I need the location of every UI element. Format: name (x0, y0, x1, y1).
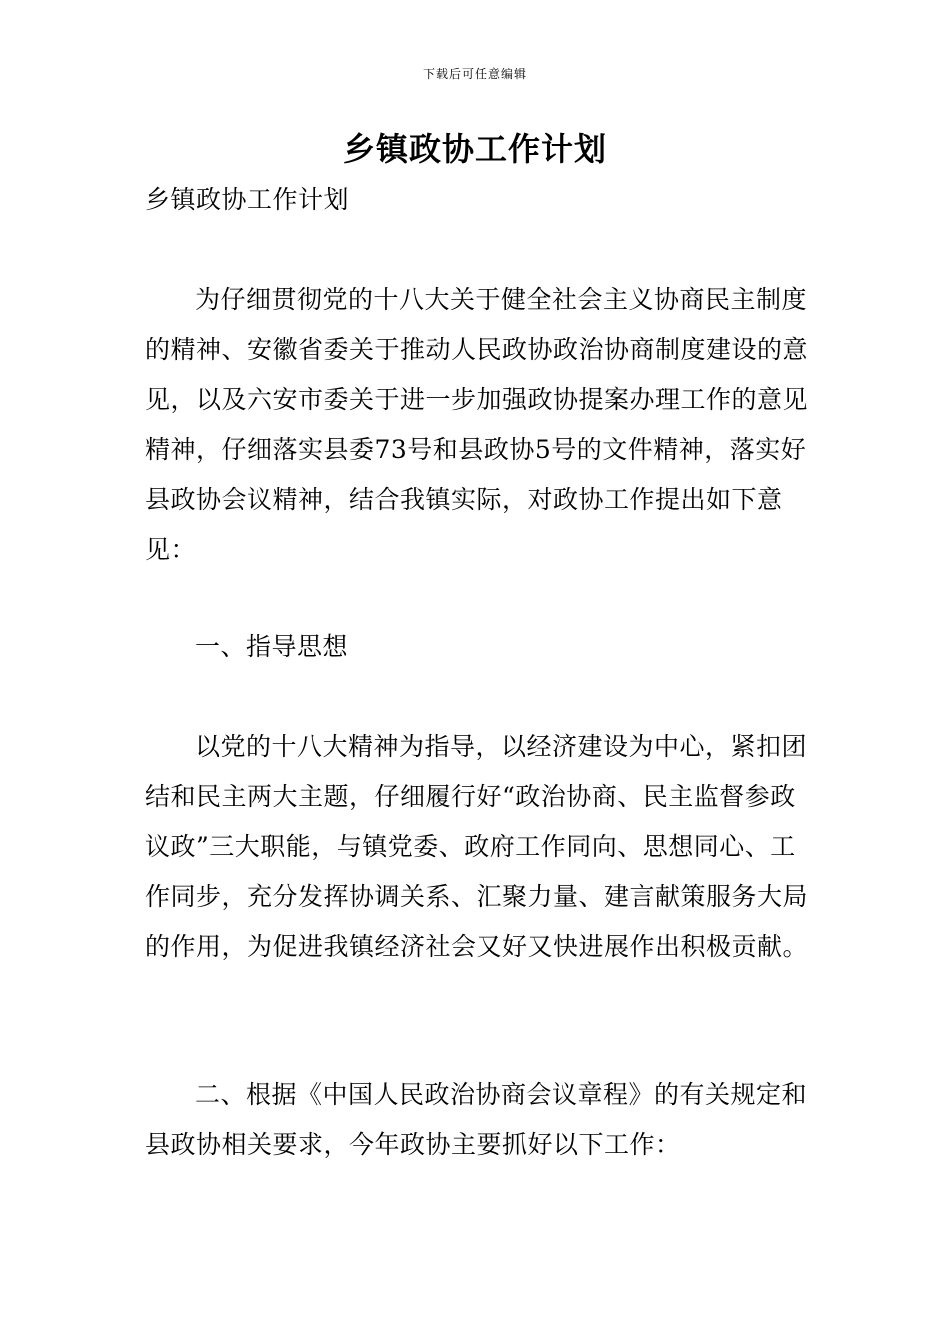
section-1-heading: 一、指导思想 (195, 632, 349, 661)
document-title: 乡镇政协工作计划 (342, 130, 607, 168)
section-1-paragraph: 以党的十八大精神为指导，以经济建设为中心，紧扣团结和民主两大主题，仔细履行好“政治协商、民主监督参政议政”三大职能，与镇党委、政府工作同向、思想同心、工作同步，充分发挥协调关系、汇聚力量、建言献策服务大局的作用，为促进我镇经济社会又好又快进展作出积极贡献。 (145, 732, 809, 961)
document-subtitle: 乡镇政协工作计划 (145, 185, 350, 214)
section-2-paragraph: 二、根据《中国人民政治协商会议章程》的有关规定和县政协相关要求，今年政协主要抓好以下工作： (145, 1080, 808, 1159)
intro-paragraph: 为仔细贯彻党的十八大关于健全社会主义协商民主制度的精神、安徽省委关于推动人民政协政治协商制度建设的意见，以及六安市委关于进一步加强政协提案办理工作的意见精神，仔细落实县委73号和县政协5号的文件精神，落实好县政协会议精神，结合我镇实际，对政协工作提出如下意见： (145, 285, 809, 564)
header-note: 下载后可任意编辑 (422, 67, 527, 81)
